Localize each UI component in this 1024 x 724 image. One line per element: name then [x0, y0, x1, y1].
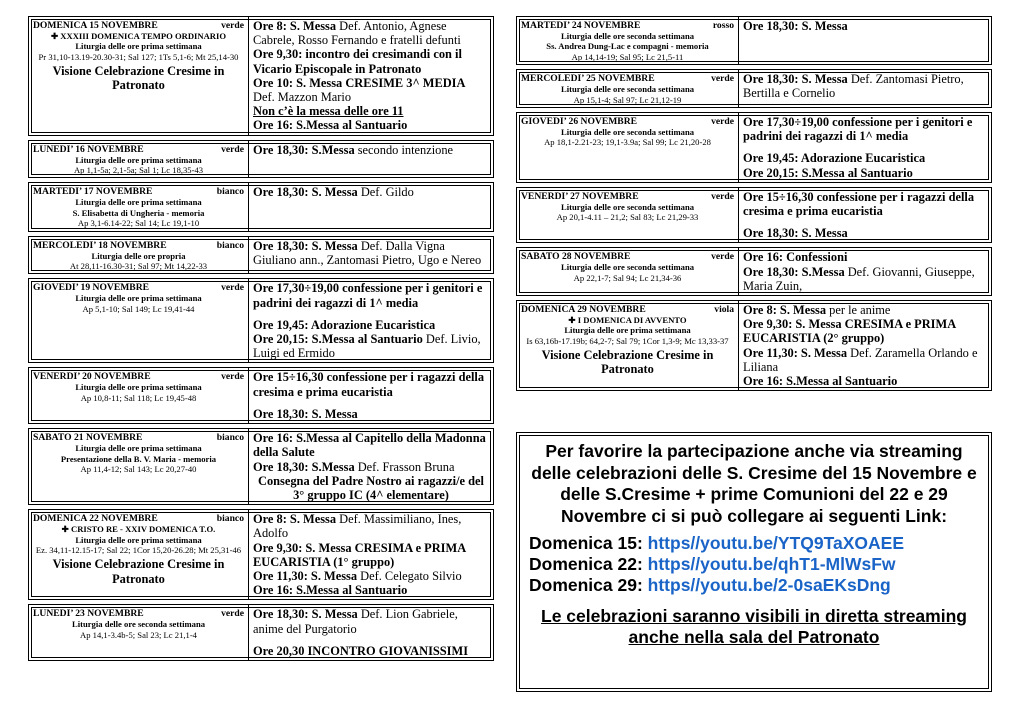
service-line	[743, 250, 987, 264]
service-intention: Def. Zaramella Orlando e Liliana	[743, 345, 978, 374]
readings: Is 63,16b-17.19b; 64,2-7; Sal 79; 1Cor 1,3-9; Mc 13,33-37	[526, 335, 729, 346]
service-line	[743, 346, 987, 374]
service-intention: secondo intenzione	[354, 142, 454, 157]
readings: Ap 3,1-6.14-22; Sal 14; Lc 19,1-10	[77, 218, 200, 229]
service-time: Ore 8: S. Messa	[253, 19, 337, 33]
day-title: LUNEDI’ 16 NOVEMBRE	[33, 143, 144, 155]
liturgy-week: Liturgia delle ore seconda settimana	[560, 262, 695, 273]
day-info	[29, 183, 249, 230]
day-header	[521, 73, 734, 84]
day-info	[29, 368, 249, 423]
day-header	[521, 116, 734, 127]
day-block	[28, 140, 494, 179]
liturgical-color: rosso	[712, 20, 734, 31]
readings: Ap 5,1-10; Sal 149; Lc 19,41-44	[82, 303, 195, 314]
day-title: VENERDI’ 27 NOVEMBRE	[521, 190, 639, 202]
service-line	[253, 583, 489, 597]
service-time: Ore 18,30: S. Messa	[253, 238, 358, 253]
service-line	[743, 303, 987, 317]
link-label: Domenica 22:	[529, 554, 648, 574]
day-info	[517, 113, 739, 182]
day-title: GIOVEDI’ 19 NOVEMBRE	[33, 282, 150, 294]
day-header	[33, 432, 244, 443]
service-line	[253, 76, 489, 104]
service-time: Ore 8: S. Messa	[253, 512, 337, 527]
service-time: Ore 18,30: S. Messa	[253, 406, 358, 421]
service-time: Ore 16: Confessioni	[743, 250, 848, 265]
day-services	[249, 605, 493, 660]
day-info	[29, 237, 249, 274]
liturgical-color: verde	[711, 251, 734, 263]
service-line	[253, 407, 489, 421]
service-line	[253, 143, 489, 157]
readings: Ap 14,14-19; Sal 95; Lc 21,5-11	[571, 51, 684, 62]
service-time: Ore 18,30: S.Messa	[253, 142, 355, 157]
day-block	[516, 247, 992, 296]
service-line	[253, 370, 489, 398]
readings: Ap 11,4-12; Sal 143; Lc 20,27-40	[80, 463, 197, 474]
liturgy-week: Liturgia delle ore prima settimana	[75, 382, 202, 393]
service-time: Ore 19,45: Adorazione Eucaristica	[743, 151, 926, 166]
day-services	[739, 70, 991, 107]
day-title: LUNEDI’ 23 NOVEMBRE	[33, 608, 144, 620]
day-services	[739, 17, 991, 64]
left-column	[28, 16, 494, 665]
liturgy-week: Liturgia delle ore seconda settimana	[71, 619, 206, 630]
day-services	[249, 17, 493, 135]
day-services	[739, 113, 991, 182]
saint-memorial: S. Elisabetta di Ungheria - memoria	[72, 207, 205, 218]
spacer	[253, 399, 489, 407]
day-info	[29, 279, 249, 362]
right-column	[516, 16, 992, 395]
service-line	[253, 281, 489, 309]
service-time: Ore 18,30: S. Messa	[253, 607, 358, 622]
day-block	[516, 69, 992, 108]
liturgical-color: verde	[711, 73, 734, 85]
service-time: Non c’è la messa delle ore 11	[253, 104, 404, 119]
note: Visione Celebrazione Cresime in Patronato	[52, 557, 225, 586]
service-line	[253, 569, 489, 583]
day-header	[521, 20, 734, 31]
service-line	[253, 104, 489, 118]
readings: Ap 20,1-4.11 – 21,2; Sal 83; Lc 21,29-33	[556, 212, 699, 223]
liturgical-color: bianco	[216, 513, 244, 525]
service-line	[253, 118, 489, 132]
day-block	[516, 16, 992, 65]
day-services	[249, 510, 493, 599]
service-line	[743, 226, 987, 240]
liturgical-color: verde	[221, 143, 244, 155]
streaming-link-row	[525, 575, 983, 596]
service-time: Ore 16: S.Messa al Santuario	[253, 118, 408, 133]
liturgical-color: bianco	[216, 239, 244, 251]
liturgical-color: verde	[221, 608, 244, 620]
liturgy-week: Liturgia delle ore seconda settimana	[560, 31, 695, 41]
service-time: Ore 20,15: S.Messa al Santuario	[743, 165, 913, 180]
day-services	[739, 188, 991, 243]
day-info	[29, 429, 249, 504]
service-line	[253, 541, 489, 569]
service-time: Ore 15÷16,30 confessione per i ragazzi della cresima e prima eucaristia	[253, 370, 485, 399]
service-line	[253, 47, 489, 75]
spacer	[743, 143, 987, 151]
service-line	[253, 607, 489, 635]
service-intention: Def. Massimiliano, Ines, Adolfo	[253, 512, 462, 541]
feast-name: ✚ I DOMENICA DI AVVENTO	[568, 315, 687, 326]
service-time: Ore 18,30: S.Messa	[743, 264, 845, 279]
streaming-box	[516, 432, 992, 692]
day-title: GIOVEDI’ 26 NOVEMBRE	[521, 116, 638, 128]
day-services	[739, 248, 991, 295]
day-block	[28, 236, 494, 275]
service-intention: Def. Gildo	[357, 185, 414, 200]
service-time: Ore 16: S.Messa al Santuario	[743, 374, 898, 389]
day-title: SABATO 28 NOVEMBRE	[521, 251, 631, 263]
service-intention: per le anime	[826, 303, 891, 318]
note: Visione Celebrazione Cresime in Patronato	[541, 348, 714, 377]
liturgy-week: Liturgia delle ore prima settimana	[75, 443, 202, 454]
service-line	[253, 474, 489, 502]
service-line	[743, 72, 987, 100]
service-time: Ore 19,45: Adorazione Eucaristica	[253, 317, 436, 332]
day-info	[29, 17, 249, 135]
day-block	[28, 367, 494, 424]
service-intention: Def. Celegato Silvio	[357, 568, 462, 583]
day-services	[249, 279, 493, 362]
day-header	[33, 144, 244, 155]
liturgical-color: bianco	[216, 186, 244, 198]
service-time: Ore 17,30÷19,00 confessione per i genitori e padrini dei ragazzi di 1^ media	[743, 115, 973, 144]
streaming-footer: Le celebrazioni saranno visibili in diretta streaming anche nella sala del Patronato	[541, 606, 967, 647]
readings: Ap 10,8-11; Sal 118; Lc 19,45-48	[80, 392, 197, 403]
service-time: Ore 8: S. Messa	[743, 303, 827, 318]
day-info	[517, 70, 739, 107]
service-line	[743, 151, 987, 165]
service-intention: Def. Dalla Vigna Giuliano ann., Zantomasi Pietro, Ugo e Nereo	[253, 238, 482, 267]
link-label: Domenica 29:	[529, 575, 648, 595]
liturgy-week: Liturgia delle ore prima settimana	[75, 293, 202, 304]
service-time: Ore 11,30: S. Messa	[743, 345, 848, 360]
service-line	[253, 185, 489, 199]
service-time: Ore 20,30 INCONTRO GIOVANISSIMI	[253, 643, 469, 658]
readings: Ap 1,1-5a; 2,1-5a; Sal 1; Lc 18,35-43	[73, 165, 204, 176]
service-time: Ore 20,15: S.Messa al Santuario	[253, 332, 423, 347]
service-time: Ore 9,30: incontro dei cresimandi con il Vicario Episcopale in Patronato	[253, 47, 462, 76]
readings: Ez. 34,11-12.15-17; Sal 22; 1Cor 15,20-26.28; Mt 25,31-46	[35, 544, 242, 555]
service-time: Ore 11,30: S. Messa	[253, 568, 358, 583]
streaming-intro: Per favorire la partecipazione anche via streaming delle celebrazioni delle S. Cresime del 15 Novembre e delle S.Cresime + prime Comunioni del 22 e 29 Novembre ci si può collegare ai seguenti Link:	[531, 441, 977, 526]
day-block	[516, 300, 992, 391]
service-time: Ore 9,30: S. Messa CRESIMA e PRIMA EUCARISTIA (1° gruppo)	[253, 540, 466, 569]
service-time: Ore 18,30: S. Messa	[743, 19, 848, 33]
day-services	[739, 301, 991, 390]
liturgy-week: Liturgia delle ore prima settimana	[564, 325, 691, 336]
service-line	[253, 512, 489, 540]
spacer	[743, 218, 987, 226]
service-line	[743, 190, 987, 218]
day-title: DOMENICA 15 NOVEMBRE	[33, 20, 158, 31]
service-time: Ore 16: S.Messa al Santuario	[253, 583, 408, 598]
day-block	[28, 428, 494, 505]
day-block	[28, 278, 494, 363]
service-line	[253, 644, 489, 658]
day-title: MERCOLEDI’ 25 NOVEMBRE	[521, 73, 655, 85]
youtube-link[interactable]: https//youtu.be/qhT1-MlWsFw	[647, 554, 896, 574]
service-intention: Def. Giovanni, Giuseppe, Maria Zuin,	[743, 264, 975, 293]
service-time: Consegna del Padre Nostro ai ragazzi/e del 3° gruppo IC (4^ elementare)	[258, 473, 484, 502]
day-header	[33, 20, 244, 31]
liturgy-week: Liturgia delle ore prima settimana	[75, 197, 202, 208]
service-time: Ore 15÷16,30 confessione per i ragazzi della cresima e prima eucaristia	[743, 189, 975, 219]
service-line	[253, 460, 489, 474]
day-title: DOMENICA 29 NOVEMBRE	[521, 304, 646, 316]
service-line	[253, 318, 489, 332]
day-block	[28, 182, 494, 231]
liturgy-week: Liturgia delle ore seconda settimana	[560, 127, 695, 138]
readings: Ap 14,1-3.4b-5; Sal 23; Lc 21,1-4	[80, 629, 197, 640]
service-time: Ore 17,30÷19,00 confessione per i genitori e padrini dei ragazzi di 1^ media	[253, 281, 483, 310]
liturgical-color: verde	[711, 190, 734, 202]
day-info	[517, 188, 739, 243]
day-header	[33, 282, 244, 293]
service-intention: Def. Zantomasi Pietro, Bertilla e Cornelio	[743, 72, 964, 101]
liturgy-week: Liturgia delle ore seconda settimana	[560, 84, 695, 95]
service-time: Ore 16: S.Messa al Capitello della Madonna della Salute	[253, 431, 486, 460]
saint-memorial: Ss. Andrea Dung-Lac e compagni - memoria	[546, 41, 709, 52]
day-info	[29, 510, 249, 599]
service-line	[253, 332, 489, 360]
day-header	[521, 304, 734, 315]
note: Visione Celebrazione Cresime in Patronato	[52, 64, 225, 93]
service-time: Ore 18,30: S. Messa	[253, 185, 358, 200]
feast-name: ✚ XXXIII DOMENICA TEMPO ORDINARIO	[50, 31, 227, 41]
service-time: Ore 9,30: S. Messa CRESIMA e PRIMA EUCARISTIA (2° gruppo)	[743, 317, 956, 346]
readings: At 28,11-16.30-31; Sal 97; Mt 14,22-33	[69, 261, 208, 272]
streaming-link-row	[525, 554, 983, 575]
liturgy-week: Liturgia delle ore seconda settimana	[560, 201, 695, 212]
day-header	[521, 191, 734, 202]
service-line	[253, 19, 489, 47]
liturgy-week: Liturgia delle ore propria	[91, 250, 186, 261]
feast-name: ✚ CRISTO RE - XXIV DOMENICA T.O.	[61, 524, 216, 535]
readings: Pr 31,10-13.19-20.30-31; Sal 127; 1Ts 5,1-6; Mt 25,14-30	[38, 51, 239, 62]
day-info	[517, 301, 739, 390]
day-block	[516, 112, 992, 183]
day-services	[249, 368, 493, 423]
day-info	[29, 141, 249, 178]
liturgical-color: bianco	[216, 432, 244, 444]
service-intention: Def. Livio, Luigi ed Ermido	[253, 332, 481, 361]
spacer	[253, 310, 489, 318]
service-intention: Def. Lion Gabriele, anime del Purgatorio	[253, 607, 458, 636]
day-header	[33, 186, 244, 197]
service-line	[743, 166, 987, 180]
liturgical-color: verde	[221, 282, 244, 294]
liturgical-color: viola	[714, 304, 734, 316]
liturgy-week: Liturgia delle ore prima settimana	[75, 534, 202, 545]
day-header	[521, 251, 734, 262]
service-line	[743, 374, 987, 388]
day-info	[517, 248, 739, 295]
day-block	[28, 604, 494, 661]
liturgical-color: verde	[221, 371, 244, 383]
day-services	[249, 237, 493, 274]
youtube-link[interactable]: https//youtu.be/YTQ9TaXOAEE	[647, 533, 905, 553]
service-time: Ore 10: S. Messa CRESIME 3^ MEDIA	[253, 75, 466, 90]
service-intention: Def. Frasson Bruna	[354, 459, 455, 474]
day-title: MERCOLEDI’ 18 NOVEMBRE	[33, 239, 167, 251]
liturgical-color: verde	[221, 20, 244, 31]
service-intention: Def. Antonio, Agnese Cabrele, Rosso Fernando e fratelli defunti	[253, 19, 461, 48]
service-line	[743, 317, 987, 345]
service-line	[743, 265, 987, 293]
day-title: DOMENICA 22 NOVEMBRE	[33, 513, 158, 525]
day-services	[249, 183, 493, 230]
day-info	[29, 605, 249, 660]
service-time: Ore 18,30: S. Messa	[743, 226, 848, 241]
day-title: MARTEDI’ 24 NOVEMBRE	[521, 20, 641, 31]
streaming-link-row	[525, 533, 983, 554]
day-title: MARTEDI’ 17 NOVEMBRE	[33, 186, 153, 198]
liturgy-week: Liturgia delle ore prima settimana	[75, 154, 202, 165]
day-header	[33, 513, 244, 524]
readings: Ap 18,1-2.21-23; 19,1-3.9a; Sal 99; Lc 21,20-28	[544, 137, 711, 148]
day-block	[28, 16, 494, 136]
service-line	[743, 19, 987, 33]
day-info	[517, 17, 739, 64]
saint-memorial: Presentazione della B. V. Maria - memoria	[60, 453, 217, 464]
day-title: SABATO 21 NOVEMBRE	[33, 432, 143, 444]
day-services	[249, 141, 493, 178]
day-header	[33, 240, 244, 251]
spacer	[253, 636, 489, 644]
day-block	[516, 187, 992, 244]
link-label: Domenica 15:	[529, 533, 648, 553]
service-line	[743, 115, 987, 143]
service-line	[253, 431, 489, 459]
readings: Ap 15,1-4; Sal 97; Lc 21,12-19	[573, 94, 682, 105]
day-block	[28, 509, 494, 600]
readings: Ap 22,1-7; Sal 94; Lc 21,34-36	[573, 272, 682, 283]
day-header	[33, 608, 244, 619]
day-title: VENERDI’ 20 NOVEMBRE	[33, 371, 151, 383]
service-time: Ore 18,30: S. Messa	[743, 72, 848, 87]
day-services	[249, 429, 493, 504]
service-line	[253, 239, 489, 267]
service-intention: Def. Mazzon Mario	[253, 90, 352, 105]
liturgy-week: Liturgia delle ore prima settimana	[75, 41, 202, 52]
youtube-link[interactable]: https//youtu.be/2-0saEKsDng	[647, 575, 891, 595]
liturgical-color: verde	[711, 116, 734, 128]
day-header	[33, 371, 244, 382]
service-time: Ore 18,30: S.Messa	[253, 459, 355, 474]
